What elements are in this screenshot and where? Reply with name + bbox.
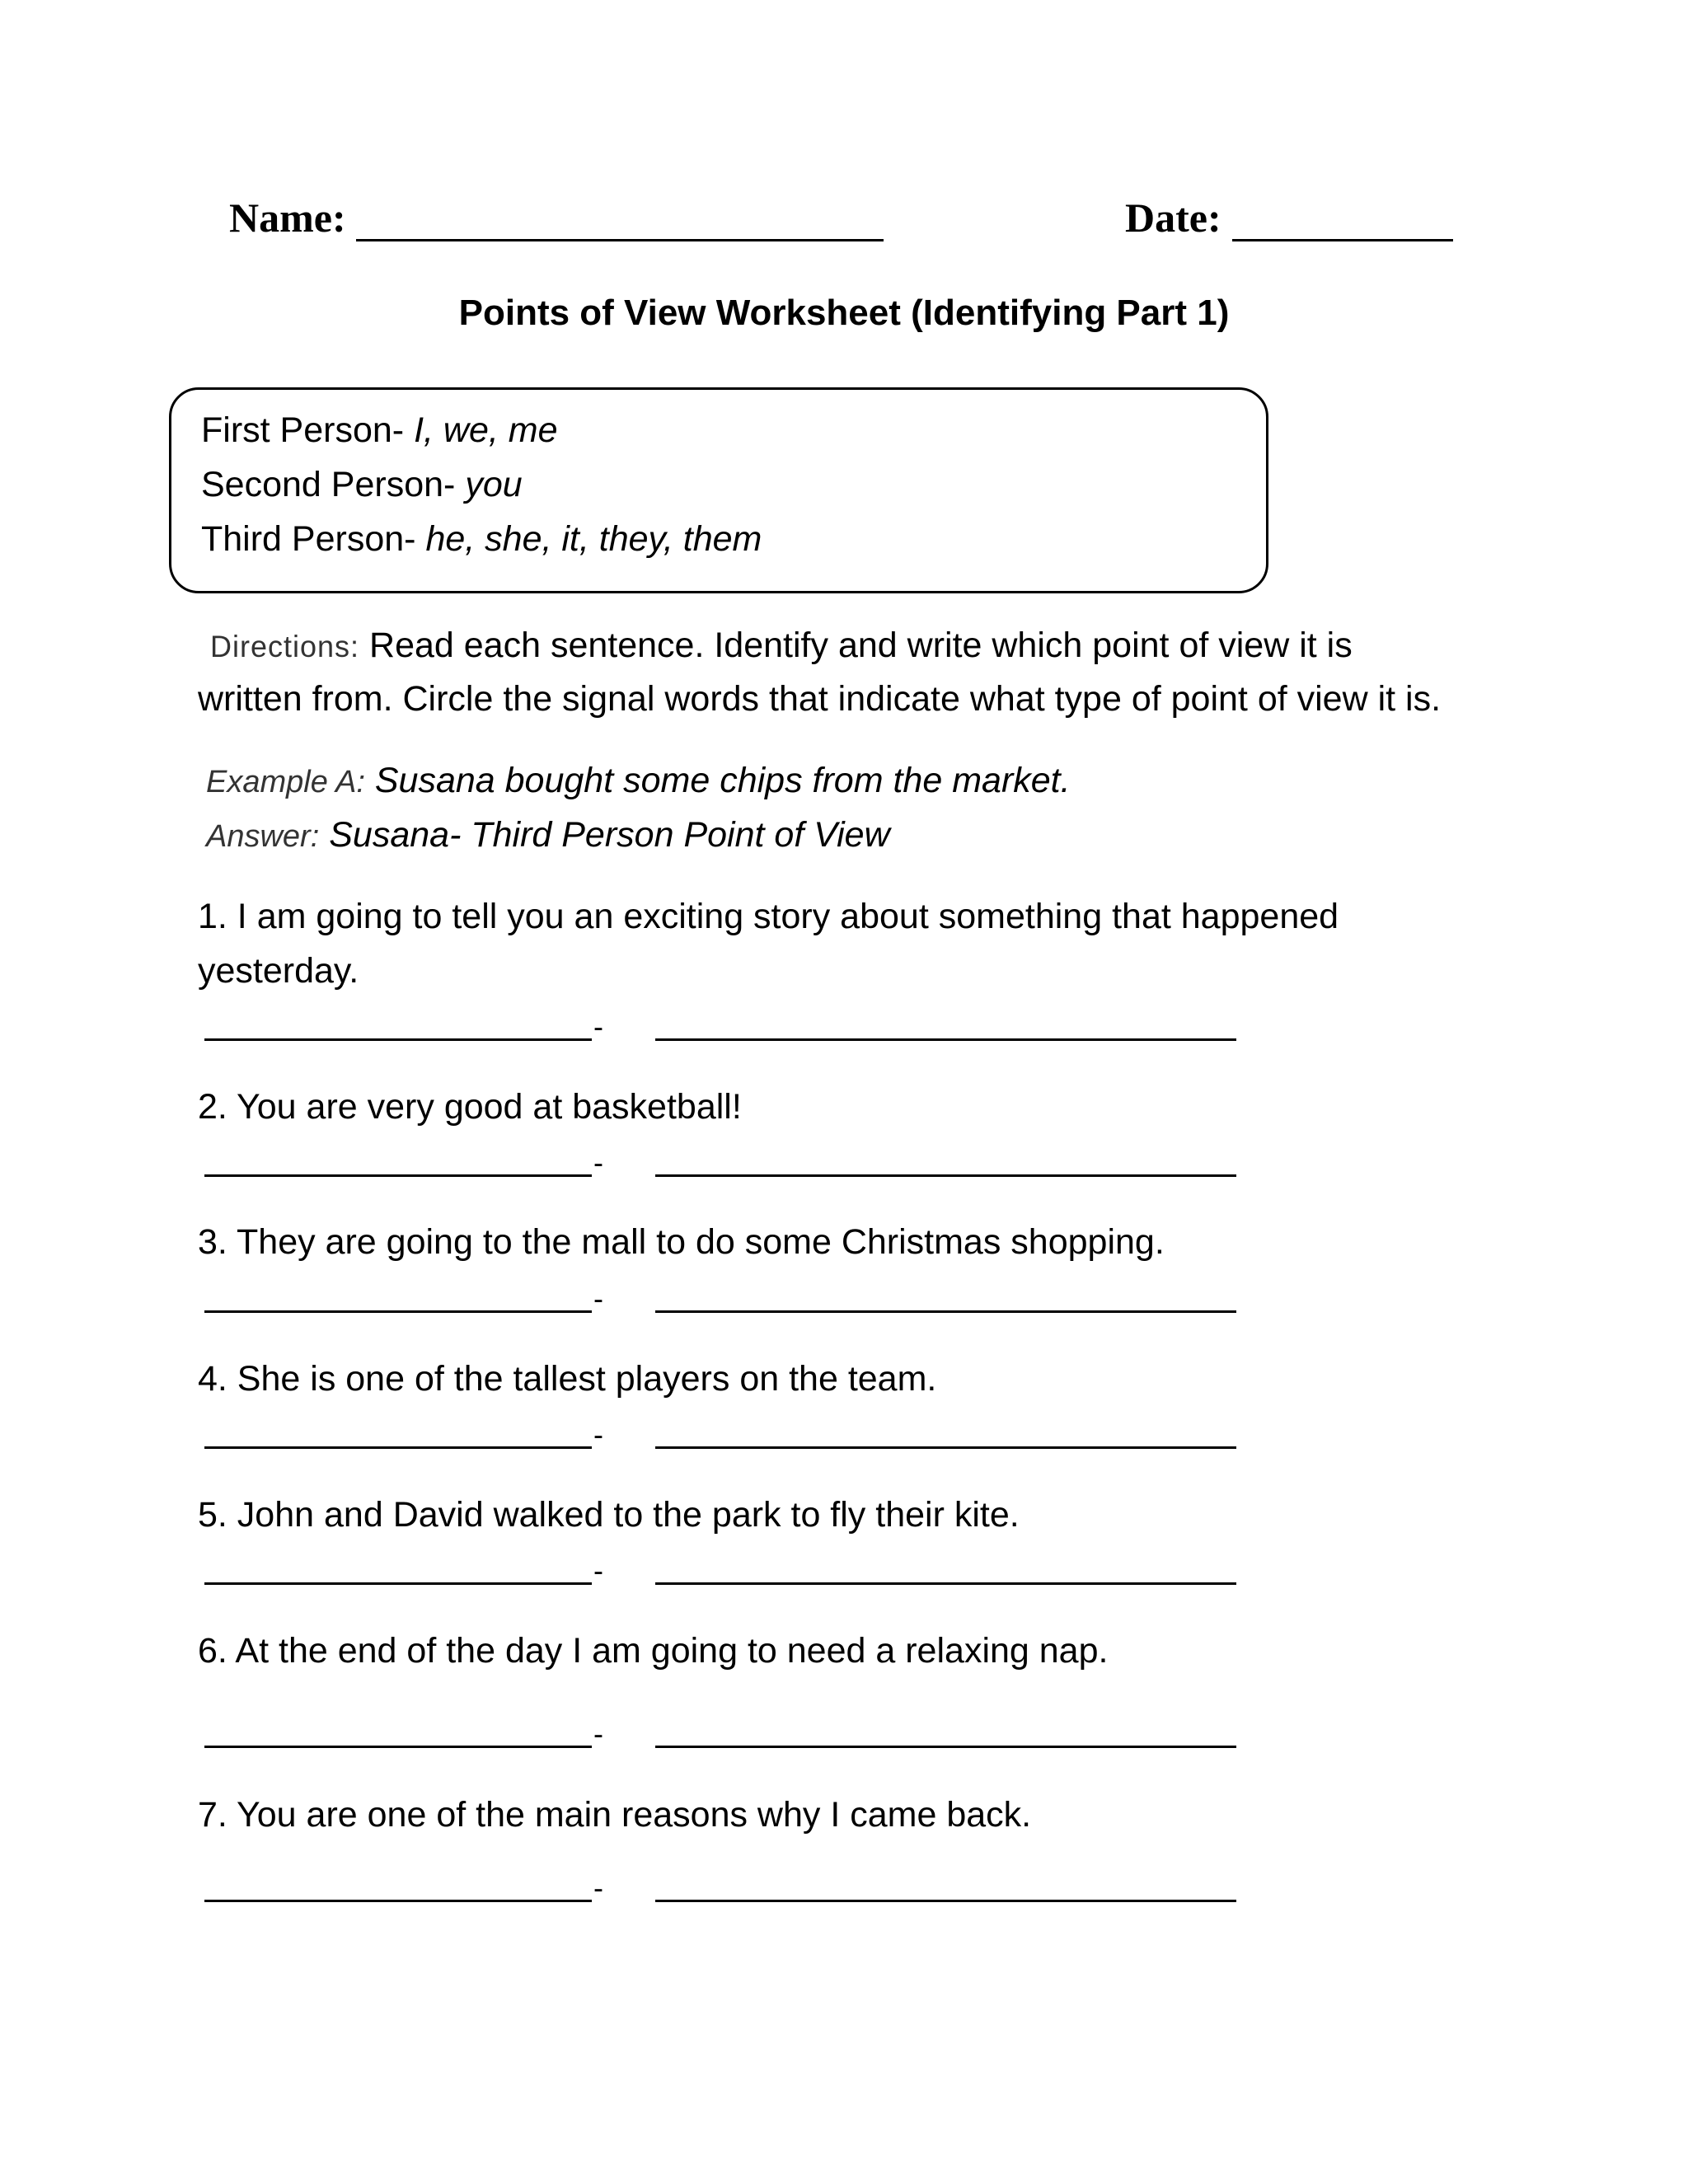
pov-row-second bbox=[201, 464, 523, 505]
name-label: Name: bbox=[229, 194, 346, 241]
example-answer: Susana- Third Person Point of View bbox=[329, 815, 890, 855]
pov-label: First Person- bbox=[201, 410, 405, 450]
directions-label: Directions: bbox=[210, 629, 360, 664]
date-field-line[interactable] bbox=[1232, 239, 1453, 241]
answer-separator: - bbox=[593, 1717, 603, 1750]
answer-separator: - bbox=[593, 1282, 603, 1315]
question-5: 5. John and David walked to the park to fly their kite. bbox=[198, 1495, 1020, 1535]
name-field-line[interactable] bbox=[356, 239, 884, 241]
example-line bbox=[206, 760, 1071, 803]
question-3: 3. They are going to the mall to do some Christmas shopping. bbox=[198, 1222, 1165, 1262]
answer-separator: - bbox=[593, 1418, 603, 1451]
pov-words: he, she, it, they, them bbox=[425, 519, 762, 559]
answer-line bbox=[206, 814, 890, 857]
pov-row-first bbox=[201, 410, 558, 451]
pov-label: Second Person- bbox=[201, 465, 456, 504]
answer-signal-words-blank[interactable] bbox=[655, 1900, 1236, 1902]
directions-line-2: written from. Circle the signal words that indicate what type of point of view it is. bbox=[198, 679, 1442, 719]
answer-pov-blank[interactable] bbox=[204, 1174, 592, 1177]
answer-pov-blank[interactable] bbox=[204, 1038, 592, 1041]
answer-pov-blank[interactable] bbox=[204, 1746, 592, 1748]
example-label: Example A: bbox=[206, 765, 365, 799]
question-4: 4. She is one of the tallest players on the team. bbox=[198, 1359, 937, 1399]
question-1-continued: yesterday. bbox=[198, 951, 359, 991]
answer-signal-words-blank[interactable] bbox=[655, 1038, 1236, 1041]
question-2: 2. You are very good at basketball! bbox=[198, 1087, 742, 1127]
pov-words: I, we, me bbox=[414, 410, 558, 450]
pov-words: you bbox=[465, 465, 523, 504]
answer-separator: - bbox=[593, 1146, 603, 1179]
answer-pov-blank[interactable] bbox=[204, 1446, 592, 1449]
answer-signal-words-blank[interactable] bbox=[655, 1446, 1236, 1449]
pov-row-third bbox=[201, 518, 762, 560]
answer-separator: - bbox=[593, 1554, 603, 1587]
question-7: 7. You are one of the main reasons why I came back. bbox=[198, 1795, 1032, 1835]
question-6: 6. At the end of the day I am going to need a relaxing nap. bbox=[198, 1631, 1109, 1671]
directions-line-1 bbox=[210, 625, 1353, 668]
worksheet-title: Points of View Worksheet (Identifying Part 1) bbox=[458, 293, 1230, 333]
directions-text: Read each sentence. Identify and write which point of view it is bbox=[369, 626, 1353, 665]
pov-label: Third Person- bbox=[201, 519, 416, 559]
date-label: Date: bbox=[1125, 194, 1221, 241]
answer-separator: - bbox=[593, 1010, 603, 1043]
answer-signal-words-blank[interactable] bbox=[655, 1746, 1236, 1748]
question-1: 1. I am going to tell you an exciting story about something that happened bbox=[198, 897, 1339, 936]
answer-signal-words-blank[interactable] bbox=[655, 1174, 1236, 1177]
answer-pov-blank[interactable] bbox=[204, 1310, 592, 1313]
answer-label: Answer: bbox=[206, 819, 320, 854]
points-of-view-reference-box bbox=[169, 387, 1268, 593]
answer-pov-blank[interactable] bbox=[204, 1900, 592, 1902]
answer-signal-words-blank[interactable] bbox=[655, 1310, 1236, 1313]
answer-signal-words-blank[interactable] bbox=[655, 1582, 1236, 1585]
example-sentence: Susana bought some chips from the market. bbox=[374, 761, 1071, 800]
answer-separator: - bbox=[593, 1871, 603, 1905]
answer-pov-blank[interactable] bbox=[204, 1582, 592, 1585]
